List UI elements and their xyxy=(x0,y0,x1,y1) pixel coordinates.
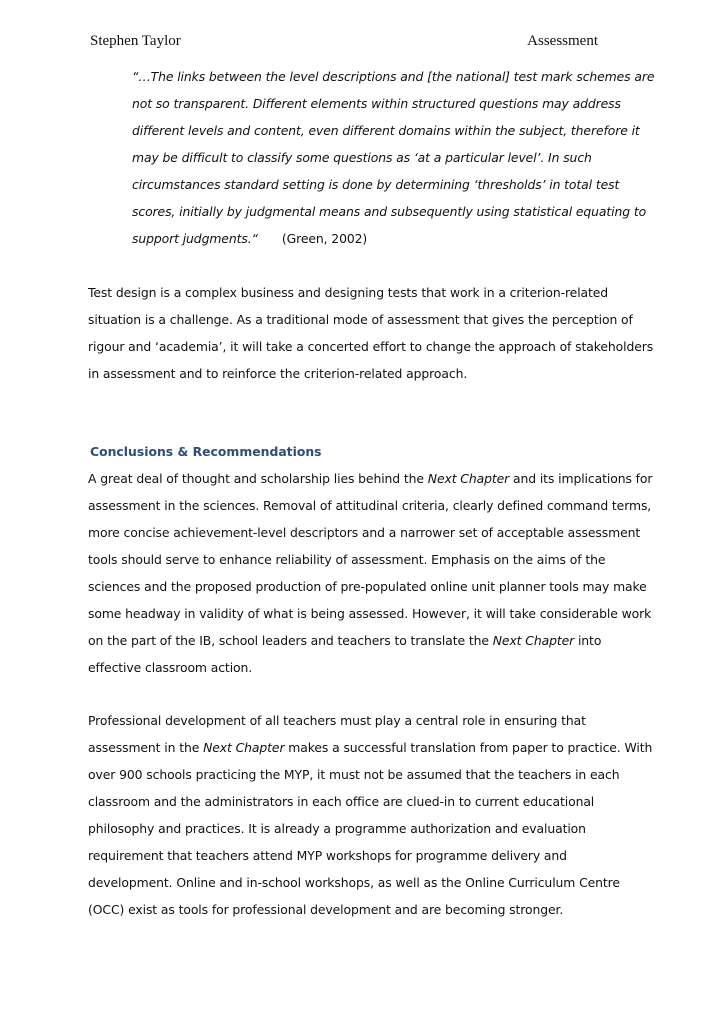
text-run: assessment in the xyxy=(88,740,204,755)
quote-line: “…The links between the level descriptions and [the national] test mark schemes are xyxy=(132,69,655,84)
quote-line: circumstances standard setting is done by determining ‘thresholds’ in total test xyxy=(132,177,620,192)
paragraph-line: some headway in validity of what is being assessed. However, it will take considerable work xyxy=(88,606,652,621)
italic-title: Next Chapter xyxy=(203,740,285,755)
paragraph-line: Professional development of all teachers must play a central role in ensuring that xyxy=(88,713,586,728)
paragraph-conclusions xyxy=(88,465,653,681)
text-run: makes a successful translation from paper to practice. With xyxy=(284,740,653,755)
header-section-title: Assessment xyxy=(527,33,598,49)
quote-citation: (Green, 2002) xyxy=(281,231,368,246)
paragraph-line: requirement that teachers attend MYP workshops for programme delivery and xyxy=(88,848,567,863)
quote-line: may be difficult to classify some questions as ‘at a particular level’. In such xyxy=(132,150,592,165)
quote-line: support judgments.“ xyxy=(132,231,258,246)
paragraph-line: philosophy and practices. It is already a programme authorization and evaluation xyxy=(88,821,586,836)
quote-line: scores, initially by judgmental means and subsequently using statistical equating to xyxy=(132,204,647,219)
paragraph-line: development. Online and in-school workshops, as well as the Online Curriculum Centre xyxy=(88,875,620,890)
paragraph-line: over 900 schools practicing the MYP, it must not be assumed that the teachers in each xyxy=(88,767,620,782)
italic-title: Next Chapter xyxy=(492,633,575,648)
paragraph-line xyxy=(88,627,644,654)
text-run: and its implications for xyxy=(509,471,653,486)
paragraph-test-design xyxy=(88,279,654,387)
block-quote xyxy=(132,63,655,252)
italic-title: Next Chapter xyxy=(427,471,510,486)
paragraph-line: rigour and ‘academia’, it will take a concerted effort to change the approach of stakeholders xyxy=(88,339,654,354)
quote-line: different levels and content, even different domains within the subject, therefore it xyxy=(132,123,640,138)
page-header xyxy=(90,33,598,55)
paragraph-professional-development xyxy=(88,707,653,923)
text-run: on the part of the IB, school leaders and teachers to translate the xyxy=(88,633,493,648)
paragraph-line: Test design is a complex business and designing tests that work in a criterion-related xyxy=(88,285,609,300)
header-author: Stephen Taylor xyxy=(90,33,181,49)
paragraph-line: in assessment and to reinforce the criterion-related approach. xyxy=(88,366,468,381)
text-run: into xyxy=(574,633,602,648)
text-run: A great deal of thought and scholarship lies behind the xyxy=(88,471,428,486)
quote-line: not so transparent. Different elements within structured questions may address xyxy=(132,96,621,111)
paragraph-line xyxy=(88,465,653,492)
paragraph-line: classroom and the administrators in each office are clued-in to current educational xyxy=(88,794,595,809)
section-heading-conclusions: Conclusions & Recommendations xyxy=(90,444,322,459)
paragraph-line xyxy=(88,734,653,761)
paragraph-line: situation is a challenge. As a traditional mode of assessment that gives the perception of xyxy=(88,312,633,327)
paragraph-line: tools should serve to enhance reliability of assessment. Emphasis on the aims of the xyxy=(88,552,606,567)
paragraph-line: sciences and the proposed production of pre-populated online unit planner tools may make xyxy=(88,579,647,594)
paragraph-line: (OCC) exist as tools for professional development and are becoming stronger. xyxy=(88,902,564,917)
quote-last-line xyxy=(132,225,642,252)
paragraph-line: assessment in the sciences. Removal of attitudinal criteria, clearly defined command terms, xyxy=(88,498,652,513)
paragraph-line: more concise achievement-level descriptors and a narrower set of acceptable assessment xyxy=(88,525,641,540)
paragraph-line: effective classroom action. xyxy=(88,660,253,675)
